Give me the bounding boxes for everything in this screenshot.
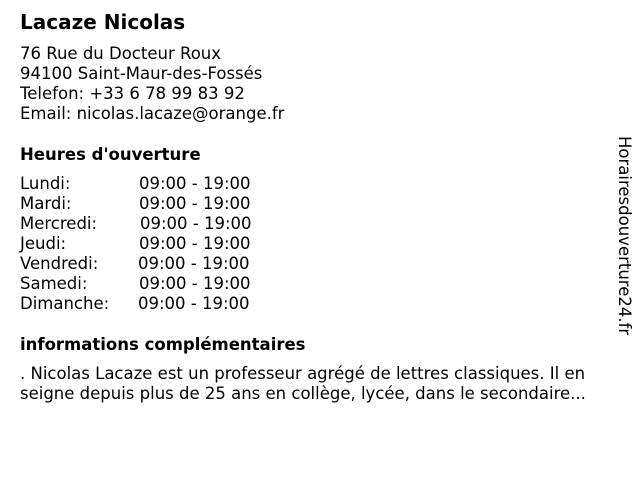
city-address: 94100 Saint-Maur-des-Fossés	[20, 64, 263, 83]
description-line: seigne depuis plus de 25 ans en collège, lycée, dans le secondaire...	[20, 384, 586, 403]
hours-row-sunday	[20, 294, 340, 314]
email-address: Email: nicolas.lacaze@orange.fr	[20, 104, 285, 123]
site-watermark: Horairesdouverture24.fr	[615, 136, 634, 336]
hours-row-tuesday	[20, 194, 340, 214]
time-range: 09:00 - 19:00	[138, 294, 250, 313]
day-label: Mardi:	[20, 194, 72, 213]
description-text	[20, 364, 620, 404]
day-label: Lundi:	[20, 174, 71, 193]
time-range: 09:00 - 19:00	[139, 194, 251, 213]
time-range: 09:00 - 19:00	[139, 174, 251, 193]
day-label: Jeudi:	[20, 234, 67, 253]
day-label: Mercredi:	[20, 214, 98, 233]
day-label: Samedi:	[20, 274, 88, 293]
page-title: Lacaze Nicolas	[20, 10, 186, 34]
description-line: . Nicolas Lacaze est un professeur agrégé de lettres classiques. Il en	[20, 364, 586, 383]
hours-row-saturday	[20, 274, 340, 294]
phone-number: Telefon: +33 6 78 99 83 92	[20, 84, 245, 103]
time-range: 09:00 - 19:00	[139, 274, 251, 293]
hours-row-thursday	[20, 234, 340, 254]
opening-hours-table	[20, 174, 340, 314]
hours-row-wednesday	[20, 214, 340, 234]
time-range: 09:00 - 19:00	[139, 234, 251, 253]
time-range: 09:00 - 19:00	[140, 214, 252, 233]
additional-info-heading: informations complémentaires	[20, 335, 306, 354]
address-block	[20, 44, 284, 124]
street-address: 76 Rue du Docteur Roux	[20, 44, 222, 63]
opening-hours-heading: Heures d'ouverture	[20, 145, 201, 164]
day-label: Dimanche:	[20, 294, 110, 313]
day-label: Vendredi:	[20, 254, 99, 273]
hours-row-friday	[20, 254, 340, 274]
time-range: 09:00 - 19:00	[138, 254, 250, 273]
hours-row-monday	[20, 174, 340, 194]
